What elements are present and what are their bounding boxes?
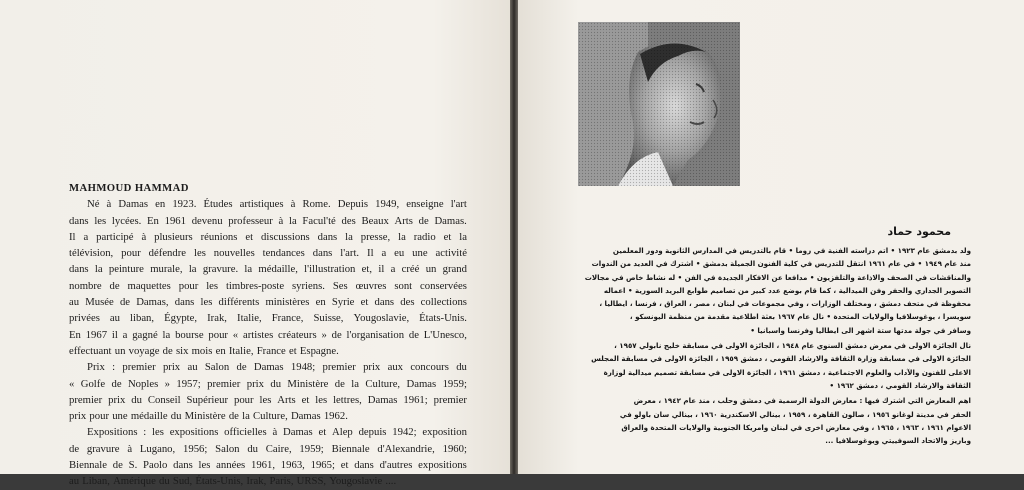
french-line: « Golfe de Noples » 1957; premier prix du Ministère de la Culture, Damas 1959; xyxy=(69,377,467,390)
arabic-line: سويسرا ، يوغوسلافيا والولايات المتحدة • نال عام ١٩٦٧ بعثة اطلاعية مقدمة من منظمة اليونسكو ، xyxy=(629,312,971,322)
french-line: Il a participé à plusieurs réunions et discussions dans la presse, la radio et la xyxy=(69,230,467,243)
french-line: En 1967 il a gagné la bourse pour « artistes créateurs » de l'organisation de L'Unesco, xyxy=(69,328,467,341)
artist-portrait-photo xyxy=(578,22,740,186)
french-line: Né à Damas en 1923. Études artistiques à Rome. Depuis 1949, enseigne l'art xyxy=(87,198,467,211)
french-line: de gravure à Lugano, 1956; Salon du Caire, 1959; Biennale d'Alexandrie, 1960; xyxy=(69,442,467,455)
arabic-line: منذ عام ١٩٤٩ • في عام ١٩٦١ انتقل للتدريس في كلية الفنون الجميلة بدمشق • اشترك في العديد من الندوات xyxy=(591,259,971,269)
french-line: au Musée de Damas, dans les différents ministères en Syrie et dans des collections xyxy=(69,296,467,309)
french-line: Biennale de S. Paolo dans les années 1961, 1963, 1965; et dans d'autres expositions xyxy=(69,459,467,472)
french-line: au Liban, Amérique du Sud, États-Unis, Irak, Paris, URSS, Yougoslavie .... xyxy=(69,475,397,488)
arabic-line: نال الجائزة الاولى في معرض دمشق السنوي عام ١٩٤٨ ، الجائزة الاولى في مسابقة خليج نابولي ١٩٥٧ ، xyxy=(614,341,971,351)
french-line: télévision, pour défendre les nouvelles tendances dans l'art. Il a eu une activité xyxy=(69,247,467,260)
arabic-line: الجائزة الاولى في مسابقة وزارة الثقافة والارشاد القومي ، دمشق ١٩٥٩ ، الجائزة الاولى في مسابقة المجلس xyxy=(591,354,971,364)
french-line: privées au liban, Égypte, Irak, Italie, France, Suisse, Yougoslavie, États-Unis. xyxy=(69,312,467,325)
arabic-biography xyxy=(533,224,971,447)
french-biography xyxy=(69,180,467,490)
arabic-line: والمناقشات في الصحف والاذاعة والتلفزيون • مدافعا عن الافكار الجديدة في الفن • له نشاط خاص في مجالات xyxy=(584,272,971,282)
arabic-line: الاعلى للفنون والآداب والعلوم الاجتماعية ، دمشق ١٩٦١ ، الجائزة الاولى في مسابقة تصميم ميدالية لوزارة xyxy=(603,367,971,377)
french-line: prix pour une médaille du Ministère de la Culture, Damas 1962. xyxy=(69,410,348,423)
arabic-artist-name-heading: محمود حماد xyxy=(887,225,951,238)
french-line: premier prix du Conseil Supérieur pour les Arts et les lettres, Damas 1961; premier xyxy=(69,393,467,406)
french-line: Expositions : les expositions officielles à Damas et Alep depuis 1942; exposition xyxy=(87,426,467,439)
right-page xyxy=(518,0,1024,474)
arabic-line: محفوظة في متحف دمشق ، ومختلف الوزارات ، وفي مجموعات في لبنان ، مصر ، العراق ، فرنسا ، ايطاليا ، xyxy=(599,299,971,309)
french-line: Prix : premier prix au Salon de Damas 1948; premier prix aux concours du xyxy=(87,361,467,374)
french-line: nombre de maquettes pour les timbres-poste syriens. Ses œuvres sont conservées xyxy=(69,279,467,292)
arabic-line: وسافر في جولة مدتها ستة اشهر الى ايطاليا وفرنسا واسبانيا • xyxy=(750,325,971,335)
arabic-line: الحفر في مدينة لوغانو ١٩٥٦ ، صالون القاهرة ، ١٩٥٩ ، بينالي الاسكندرية ١٩٦٠ ، بينالي سان باولو في xyxy=(619,409,971,419)
book-spine xyxy=(510,0,518,474)
arabic-line: التصوير الجداري والحفر وفن الميدالية ، كما قام بوضع عدد كبير من تصاميم طوابع البريد السورية • اعماله xyxy=(603,285,971,295)
french-line: dans la peinture murale, la gravure. la médaille, l'illustration et, il a créé un grand xyxy=(69,263,467,276)
artist-name-heading: MAHMOUD HAMMAD xyxy=(69,182,189,194)
arabic-line: الاعوام ١٩٦١ ، ١٩٦٣ ، ١٩٦٥ ، وفي معارض اخرى في لبنان وامريكا الجنوبية والولايات المتحدة والعراق xyxy=(621,422,971,432)
french-text-lines xyxy=(69,196,467,489)
arabic-line: الثقافة والارشاد القومي ، دمشق ١٩٦٢ • xyxy=(829,380,971,390)
arabic-line: اهم المعارض التي اشترك فيها : معارض الدولة الرسمية في دمشق وحلب ، منذ عام ١٩٤٢ ، معرض xyxy=(633,396,971,406)
arabic-line: وباريز والاتحاد السوفييتي ويوغوسلافيا ... xyxy=(825,436,971,446)
french-line: effectuant un voyage de six mois en Italie, France et Espagne. xyxy=(69,344,339,357)
arabic-text-lines xyxy=(533,244,971,447)
french-line: dans les lycées. En 1961 devenu professeur à la Facul'té des Beaux Arts de Damas. xyxy=(69,214,467,227)
arabic-line: ولد بدمشق عام ١٩٢٣ • اتم دراسته الفنية في روما • قام بالتدريس في المدارس الثانوية ودور المعلمين xyxy=(612,246,971,255)
left-page xyxy=(0,0,510,488)
